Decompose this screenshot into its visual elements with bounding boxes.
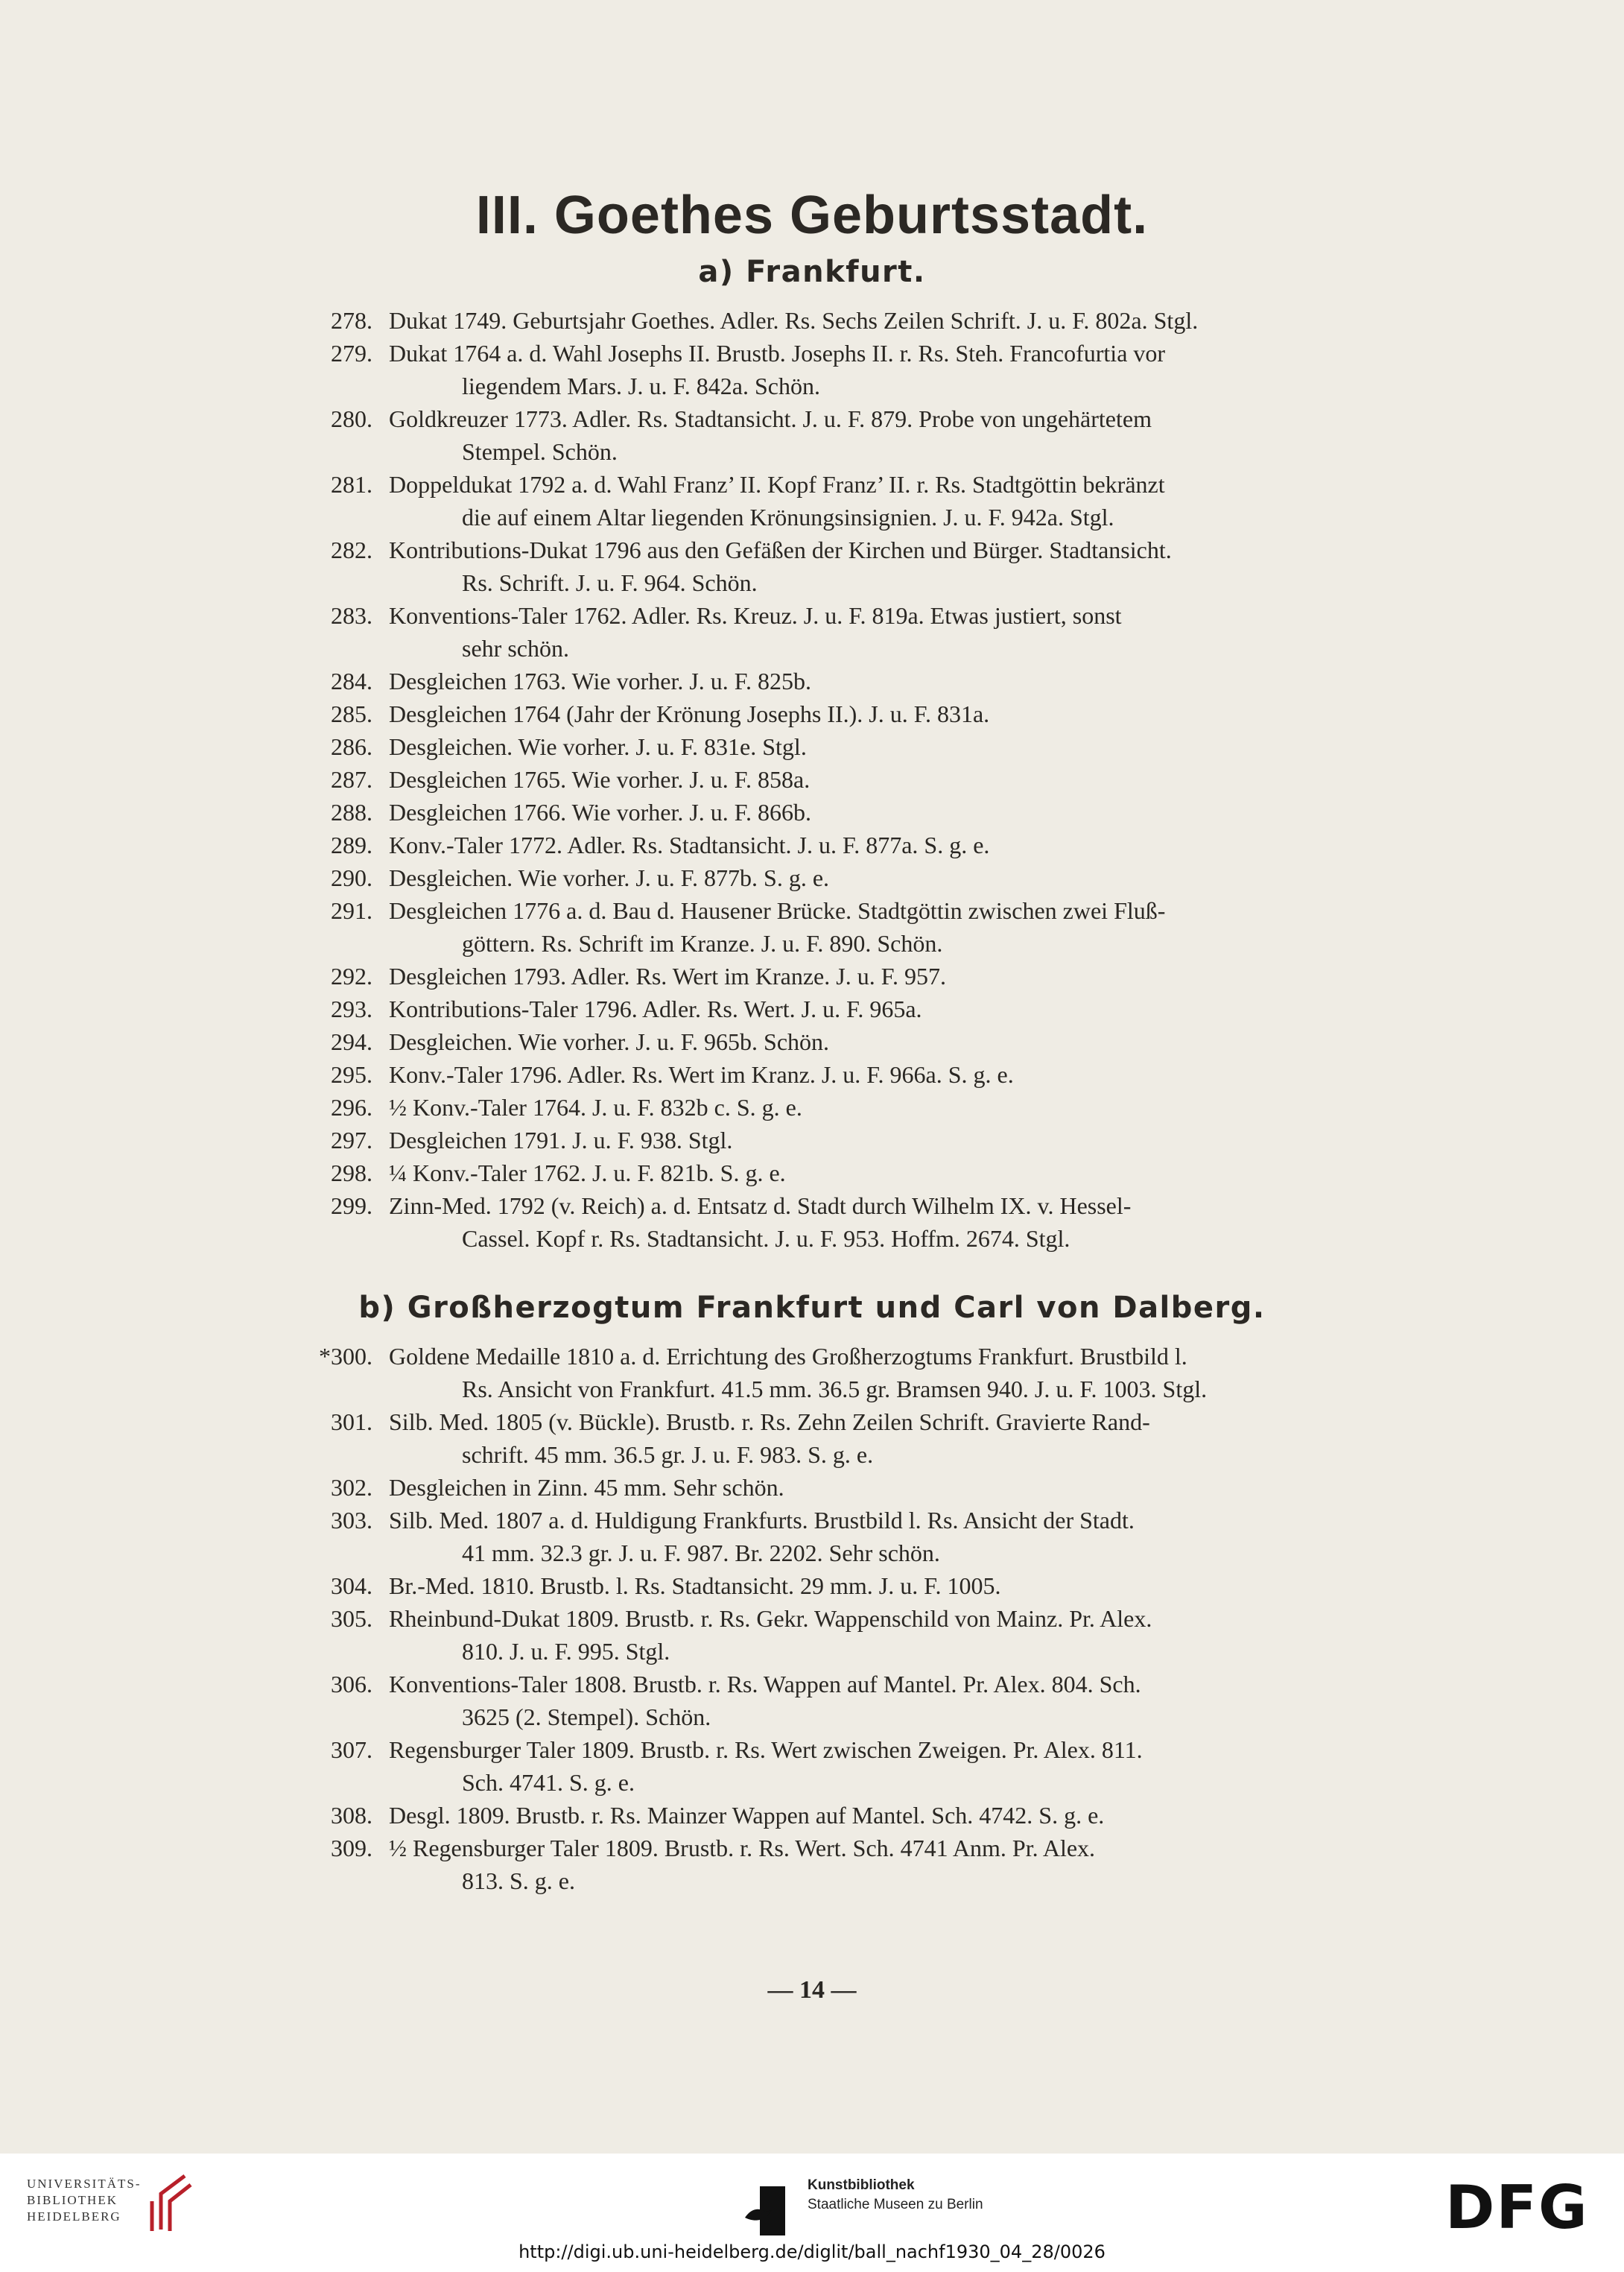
kunstbibliothek-name [808,2176,983,2215]
entry-text [389,796,1371,829]
entry-line: Goldene Medaille 1810 a. d. Errichtung des Großherzogtums Frankfurt. Brustbild l. [389,1343,1187,1370]
source-url[interactable]: http://digi.ub.uni-heidelberg.de/diglit/ball_nachf1930_04_28/0026 [518,2241,1106,2262]
entry-line: Silb. Med. 1805 (v. Bückle). Brustb. r. Rs. Zehn Zeilen Schrift. Gravierte Rand- [389,1408,1150,1435]
entry-line: Regensburger Taler 1809. Brustb. r. Rs. Wert zwischen Zweigen. Pr. Alex. 811. [389,1736,1143,1763]
entry-continuation-line: 41 mm. 32.3 gr. J. u. F. 987. Br. 2202. Sehr schön. [462,1540,940,1566]
entry-line: Desgleichen. Wie vorher. J. u. F. 831e. Stgl. [389,733,807,760]
entry-text [389,1602,1371,1668]
entry-line: Desgleichen in Zinn. 45 mm. Sehr schön. [389,1474,784,1501]
entry-number: 286. [331,733,372,760]
catalog-entry [0,730,1624,763]
entry-number: 292. [331,963,372,990]
entry-number: 281. [331,471,372,498]
catalog-entry [0,1569,1624,1602]
entry-line: Desgleichen 1791. J. u. F. 938. Stgl. [389,1127,733,1154]
entry-line: Konventions-Taler 1808. Brustb. r. Rs. Wappen auf Mantel. Pr. Alex. 804. Sch. [389,1671,1141,1697]
entry-number: 301. [331,1408,372,1435]
entry-line: Desgleichen 1765. Wie vorher. J. u. F. 858a. [389,766,811,793]
catalog-entry [0,1405,1624,1471]
entry-number: 304. [331,1572,372,1599]
entry-text [389,1058,1371,1091]
catalog-entry [0,1025,1624,1058]
entry-text [389,1799,1371,1832]
entry-number: 283. [331,602,372,629]
entry-text [389,1156,1371,1189]
entry-text [389,1668,1371,1733]
entry-line: Konv.-Taler 1796. Adler. Rs. Wert im Kranz. J. u. F. 966a. S. g. e. [389,1061,1014,1088]
entry-number: 307. [331,1736,372,1763]
catalog-entry [0,1091,1624,1124]
entry-text [389,337,1371,402]
entry-number: 289. [331,832,372,858]
entry-line: Zinn-Med. 1792 (v. Reich) a. d. Entsatz d. Stadt durch Wilhelm IX. v. Hessel- [389,1192,1132,1219]
entry-text [389,1471,1371,1504]
section-heading-grossherzogtum: b) Großherzogtum Frankfurt und Carl von Dalberg. [358,1291,1266,1325]
catalog-entry [0,468,1624,534]
kunstbibliothek-logo-icon [742,2185,787,2237]
entry-text [389,1569,1371,1602]
entry-text [389,468,1371,534]
university-library-name [27,2176,142,2225]
entry-text [389,1405,1371,1471]
page-number: — 14 — [767,1976,857,2004]
entry-line: ½ Regensburger Taler 1809. Brustb. r. Rs. Wert. Sch. 4741 Anm. Pr. Alex. [389,1835,1096,1861]
entry-line: ½ Konv.-Taler 1764. J. u. F. 832b c. S. g. e. [389,1094,802,1121]
entry-continuation-line: sehr schön. [462,635,569,662]
entry-continuation-line: 810. J. u. F. 995. Stgl. [462,1638,670,1665]
entry-line: Silb. Med. 1807 a. d. Huldigung Frankfurts. Brustbild l. Rs. Ansicht der Stadt. [389,1507,1135,1534]
catalog-entry [0,1668,1624,1733]
entry-number: 290. [331,864,372,891]
section-heading-frankfurt: a) Frankfurt. [698,255,926,289]
entry-text [389,1189,1371,1255]
entry-text [389,534,1371,599]
entry-line: Dukat 1764 a. d. Wahl Josephs II. Brustb. Josephs II. r. Rs. Steh. Francofurtia vor [389,340,1166,367]
entry-continuation-line: Stempel. Schön. [462,438,618,465]
entry-text [389,665,1371,697]
footer-bar [0,2154,1624,2272]
entry-number: 288. [331,799,372,826]
catalog-entry [0,1124,1624,1156]
entry-number: 297. [331,1127,372,1154]
entry-number: 291. [331,897,372,924]
entry-text [389,829,1371,861]
entry-text [389,763,1371,796]
entry-text [389,1832,1371,1897]
entry-continuation-line: Rs. Ansicht von Frankfurt. 41.5 mm. 36.5 gr. Bramsen 940. J. u. F. 1003. Stgl. [462,1376,1208,1402]
catalog-entry [0,1058,1624,1091]
entry-text [389,1025,1371,1058]
entry-line: Desgleichen 1776 a. d. Bau d. Hausener Brücke. Stadtgöttin zwischen zwei Fluß- [389,897,1166,924]
entry-line: ¼ Konv.-Taler 1762. J. u. F. 821b. S. g. e. [389,1159,786,1186]
entry-number: 278. [331,307,372,334]
entry-continuation-line: Sch. 4741. S. g. e. [462,1769,635,1796]
entry-line: Rheinbund-Dukat 1809. Brustb. r. Rs. Gekr. Wappenschild von Mainz. Pr. Alex. [389,1605,1152,1632]
catalog-entry [0,894,1624,960]
library-subtitle: Staatliche Museen zu Berlin [808,2197,983,2212]
entry-continuation-line: göttern. Rs. Schrift im Kranze. J. u. F. 890. Schön. [462,930,943,957]
entry-number: *300. [319,1343,372,1370]
entry-line: Doppeldukat 1792 a. d. Wahl Franz’ II. Kopf Franz’ II. r. Rs. Stadtgöttin bekränzt [389,471,1165,498]
entry-list-frankfurt [0,304,1624,1255]
entry-number: 280. [331,405,372,432]
entry-line: Goldkreuzer 1773. Adler. Rs. Stadtansicht. J. u. F. 879. Probe von ungehärtetem [389,405,1152,432]
university-line: HEIDELBERG [27,2209,121,2224]
catalog-entry [0,993,1624,1025]
entry-line: Dukat 1749. Geburtsjahr Goethes. Adler. Rs. Sechs Zeilen Schrift. J. u. F. 802a. Stgl. [389,307,1199,334]
entry-line: Br.-Med. 1810. Brustb. l. Rs. Stadtansicht. 29 mm. J. u. F. 1005. [389,1572,1001,1599]
entry-text [389,894,1371,960]
entry-number: 279. [331,340,372,367]
catalog-entry [0,763,1624,796]
university-line: BIBLIOTHEK [27,2193,118,2207]
entry-line: Desgleichen 1763. Wie vorher. J. u. F. 825b. [389,668,812,694]
catalog-entry [0,796,1624,829]
entry-number: 285. [331,700,372,727]
entry-number: 299. [331,1192,372,1219]
entry-number: 294. [331,1028,372,1055]
library-name: Kunstbibliothek [808,2177,915,2193]
entry-text [389,1091,1371,1124]
entry-number: 298. [331,1159,372,1186]
catalog-entry [0,1156,1624,1189]
entry-line: Desgleichen. Wie vorher. J. u. F. 877b. S. g. e. [389,864,830,891]
entry-text [389,1504,1371,1569]
catalog-entry [0,1471,1624,1504]
entry-line: Kontributions-Taler 1796. Adler. Rs. Wert. J. u. F. 965a. [389,996,922,1022]
university-logo-icon [148,2171,195,2234]
catalog-entry [0,829,1624,861]
entry-number: 302. [331,1474,372,1501]
page-title: III. Goethes Geburtsstadt. [475,186,1149,245]
entry-continuation-line: die auf einem Altar liegenden Krönungsinsignien. J. u. F. 942a. Stgl. [462,504,1114,531]
catalog-entry [0,337,1624,402]
entry-number: 293. [331,996,372,1022]
entry-text [389,1340,1371,1405]
entry-line: Desgleichen 1764 (Jahr der Krönung Josephs II.). J. u. F. 831a. [389,700,990,727]
entry-continuation-line: liegendem Mars. J. u. F. 842a. Schön. [462,373,820,399]
entry-text [389,993,1371,1025]
catalog-entry [0,1340,1624,1405]
entry-continuation-line: 813. S. g. e. [462,1867,575,1894]
entry-number: 282. [331,537,372,563]
entry-number: 296. [331,1094,372,1121]
entry-number: 287. [331,766,372,793]
university-line: UNIVERSITÄTS- [27,2177,142,2191]
entry-number: 309. [331,1835,372,1861]
entry-text [389,861,1371,894]
catalog-entry [0,1504,1624,1569]
catalog-entry [0,1832,1624,1897]
entry-number: 305. [331,1605,372,1632]
entry-line: Desgleichen. Wie vorher. J. u. F. 965b. Schön. [389,1028,830,1055]
entry-line: Kontributions-Dukat 1796 aus den Gefäßen der Kirchen und Bürger. Stadtansicht. [389,537,1172,563]
entry-line: Konventions-Taler 1762. Adler. Rs. Kreuz. J. u. F. 819a. Etwas justiert, sonst [389,602,1122,629]
catalog-entry [0,534,1624,599]
entry-number: 295. [331,1061,372,1088]
entry-continuation-line: schrift. 45 mm. 36.5 gr. J. u. F. 983. S. g. e. [462,1441,874,1468]
catalog-entry [0,304,1624,337]
entry-line: Konv.-Taler 1772. Adler. Rs. Stadtansicht. J. u. F. 877a. S. g. e. [389,832,990,858]
catalog-entry [0,599,1624,665]
catalog-entry [0,1602,1624,1668]
entry-text [389,304,1371,337]
entry-line: Desgleichen 1793. Adler. Rs. Wert im Kranze. J. u. F. 957. [389,963,946,990]
entry-text [389,697,1371,730]
entry-text [389,599,1371,665]
catalog-entry [0,1733,1624,1799]
entry-text [389,730,1371,763]
entry-continuation-line: Rs. Schrift. J. u. F. 964. Schön. [462,569,758,596]
entry-continuation-line: 3625 (2. Stempel). Schön. [462,1703,711,1730]
catalog-entry [0,861,1624,894]
entry-text [389,1733,1371,1799]
catalog-entry [0,1189,1624,1255]
catalog-entry [0,402,1624,468]
entry-text [389,960,1371,993]
catalog-entry [0,697,1624,730]
entry-text [389,402,1371,468]
catalog-entry [0,665,1624,697]
entry-number: 284. [331,668,372,694]
catalog-entry [0,1799,1624,1832]
entry-line: Desgl. 1809. Brustb. r. Rs. Mainzer Wappen auf Mantel. Sch. 4742. S. g. e. [389,1802,1105,1829]
entry-continuation-line: Cassel. Kopf r. Rs. Stadtansicht. J. u. F. 953. Hoffm. 2674. Stgl. [462,1225,1070,1252]
entry-list-grossherzogtum [0,1340,1624,1897]
dfg-logo: DFG [1445,2173,1589,2242]
entry-text [389,1124,1371,1156]
entry-number: 303. [331,1507,372,1534]
catalog-entry [0,960,1624,993]
entry-number: 306. [331,1671,372,1697]
entry-number: 308. [331,1802,372,1829]
entry-line: Desgleichen 1766. Wie vorher. J. u. F. 866b. [389,799,812,826]
